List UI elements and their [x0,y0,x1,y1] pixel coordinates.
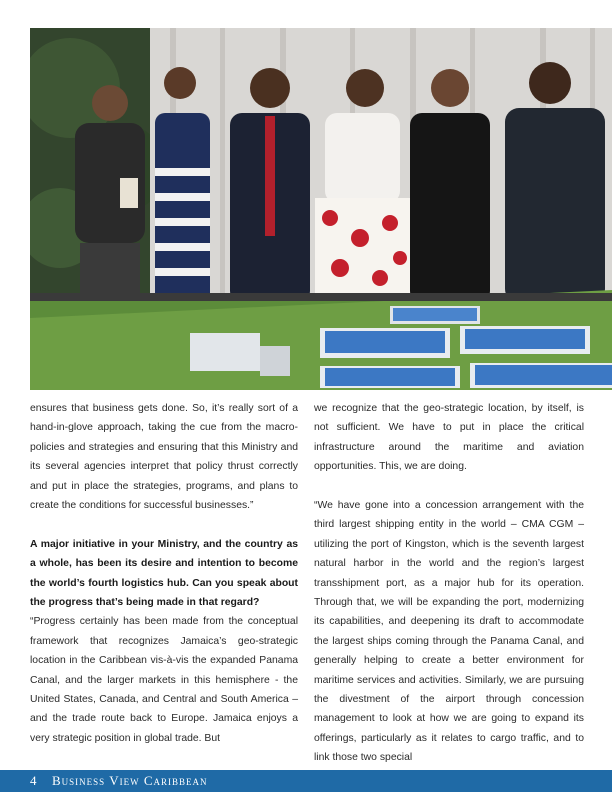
left-paragraph-1: ensures that business gets done. So, it’s really sort of a hand-in-glove approach, taking the cue from the macro-policies and strategies and ensuring that this Ministry and its several agencies interpret that policy thrust correctly and put in place the strategies, programs, and plans to create the conditions for successful businesses.” [30,403,298,512]
left-paragraph-2: “Progress certainly has been made from the conceptual framework that recognizes Jamaica’s geo-strategic location in the Caribbean vis-à-vis the expanded Panama Canal, and the larger markets in this hemisphere - the United States, Canada, and Central and South America – and the trade route back to Europe. Jamaica enjoys a very strategic position in global trade. But [30,616,298,744]
left-column [30,399,298,768]
right-paragraph-1: we recognize that the geo-strategic location, by itself, is not sufficient. We have to put in place the critical infrastructure around the maritime and aviation opportunities. This, we are doing. [314,403,584,473]
interview-question: A major initiative in your Ministry, and the country as a whole, has been its desire and intention to become the world’s fourth logistics hub. Can you speak about the progress that’s being made in that regard? [30,538,298,609]
event-photo [30,28,612,390]
magazine-name: Business View Caribbean [52,773,208,788]
event-photo-icon [30,28,612,390]
page-number: 4 [30,773,37,788]
page-footer [0,770,612,792]
right-paragraph-2: “We have gone into a concession arrangement with the third largest shipping entity in the world – CMA CGM – utilizing the port of Kingston, which is the seventh largest natural harbor in the world and the region’s largest transshipment port, as a major hub for its operation. Through that, we will be expanding the port, modernizing its capabilities, and deepening its draft to accommodate the largest ships coming through the Panama Canal, and generally helping to create a better environment for maritime services and activities. Similarly, we are pursuing the divestment of the airport through concession management to look at how we are going to expand its offerings, particularly as it relates to cargo traffic, and to link those two special [314,500,584,764]
right-column [314,399,584,787]
